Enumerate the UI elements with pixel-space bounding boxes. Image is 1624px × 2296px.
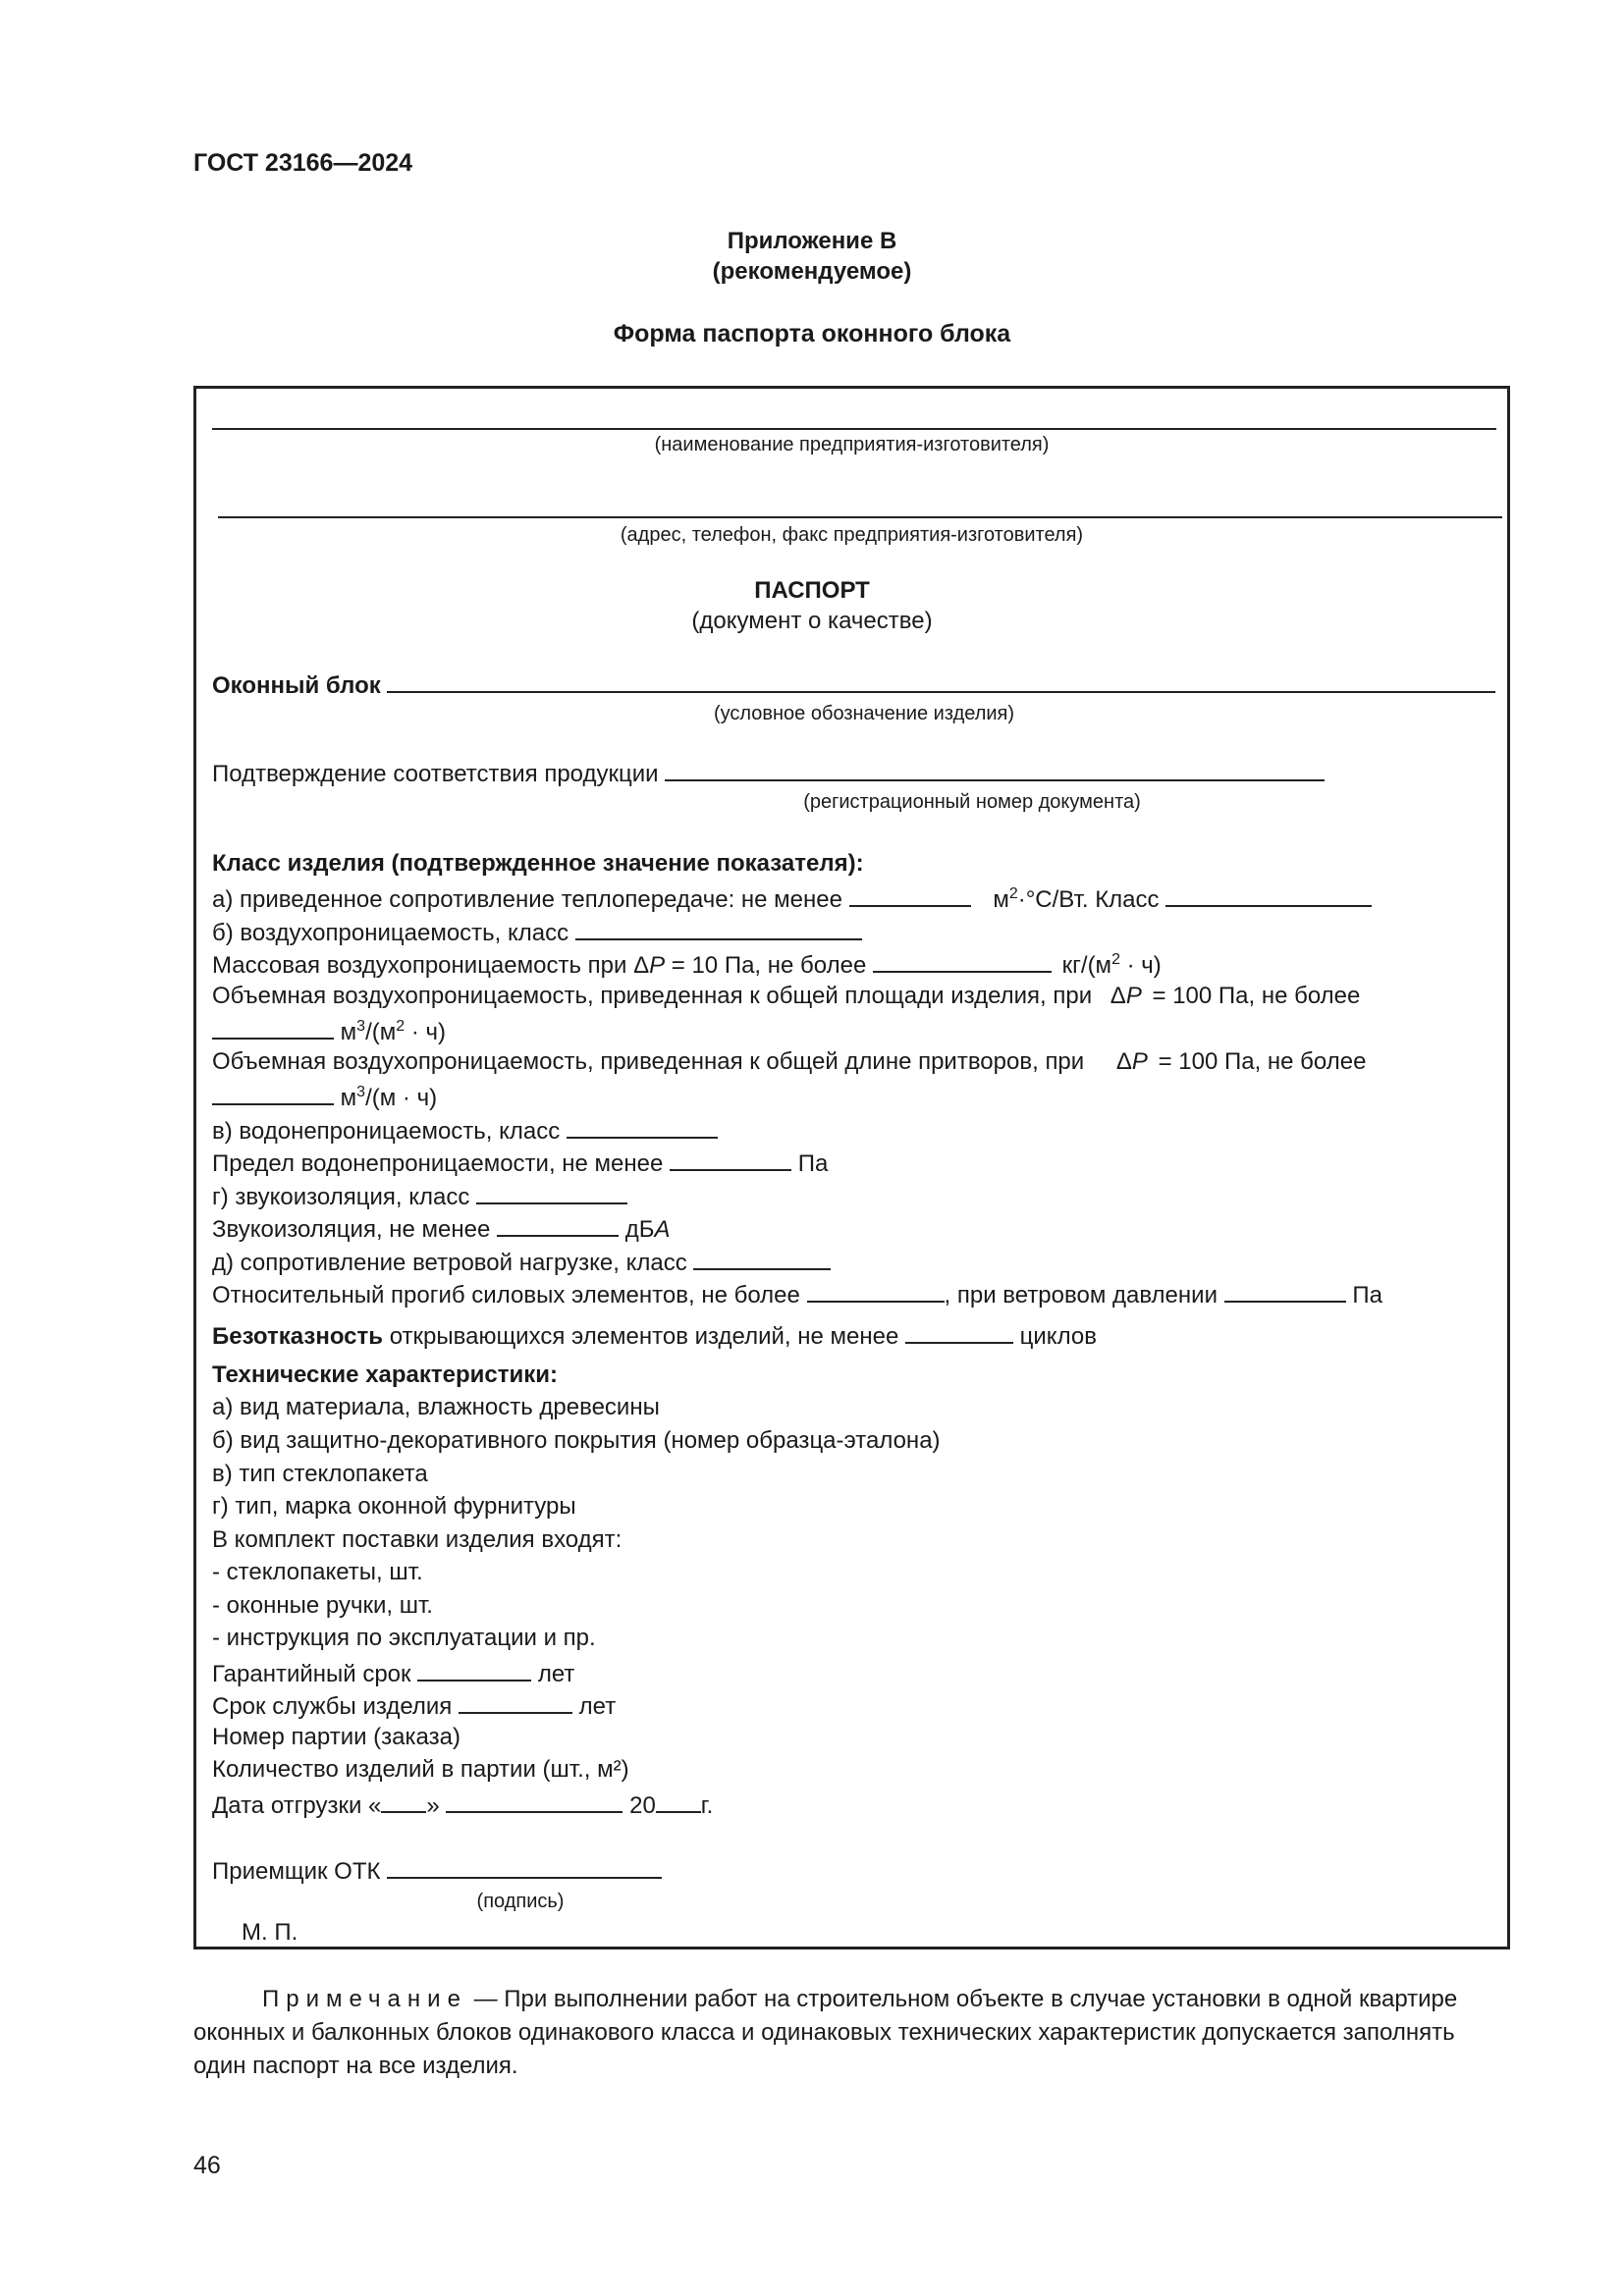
- wind-label: д) сопротивление ветровой нагрузке, класс: [212, 1250, 687, 1276]
- appendix-subtitle: (рекомендуемое): [712, 258, 912, 285]
- row-inspector: [212, 1855, 1504, 1886]
- tech-material: а) вид материала, влажность древесины: [212, 1394, 660, 1420]
- reliability-unit: циклов: [1019, 1323, 1097, 1350]
- p-symbol: P: [649, 952, 666, 979]
- class-heading: Класс изделия (подтвержденное значение показателя):: [212, 850, 864, 877]
- air-permeability-label: б) воздухопроницаемость, класс: [212, 920, 569, 946]
- thermal-unit-sup: 2: [1008, 885, 1018, 902]
- water-class-field[interactable]: [567, 1115, 718, 1139]
- deflection-label-a: Относительный прогиб силовых элементов, не более: [212, 1282, 800, 1308]
- service-life-field[interactable]: [459, 1690, 572, 1714]
- reliability-field[interactable]: [905, 1320, 1013, 1344]
- reliability-bold: Безотказность: [212, 1323, 384, 1350]
- water-limit-field[interactable]: [670, 1148, 791, 1171]
- warranty-unit: лет: [537, 1661, 575, 1687]
- tech-hardware: г) тип, марка оконной фурнитуры: [212, 1493, 576, 1520]
- thermal-resistance-label: а) приведенное сопротивление теплопередаче: не менее: [212, 886, 842, 913]
- deflection-label-b: , при ветровом давлении: [944, 1282, 1218, 1308]
- window-block-label: Оконный блок: [212, 672, 381, 699]
- vol-len-field[interactable]: [212, 1082, 334, 1105]
- vol-area-sup2: 2: [396, 1018, 406, 1035]
- conformity-caption: (регистрационный номер документа): [803, 791, 1141, 813]
- deflection-field[interactable]: [807, 1279, 945, 1303]
- warranty-label: Гарантийный срок: [212, 1661, 411, 1687]
- address-caption: (адрес, телефон, факс предприятия-изготовителя): [620, 524, 1084, 546]
- row-deflection: [212, 1279, 1504, 1309]
- vol-area-text: Объемная воздухопроницаемость, приведенная к общей площади изделия, при: [212, 983, 1093, 1009]
- ship-day-field[interactable]: [381, 1789, 426, 1813]
- row-ship-date: [212, 1789, 1504, 1820]
- manufacturer-caption: (наименование предприятия-изготовителя): [654, 434, 1050, 455]
- row-thermal-resistance: [212, 883, 1504, 914]
- water-limit-label: Предел водонепроницаемости, не менее: [212, 1150, 664, 1177]
- page-number: 46: [193, 2152, 221, 2179]
- note-label: Примечание: [262, 1986, 467, 2012]
- batch-quantity: Количество изделий в партии (шт., м²): [212, 1756, 629, 1783]
- air-permeability-class-field[interactable]: [575, 917, 862, 940]
- ship-year-field[interactable]: [656, 1789, 701, 1813]
- row-reliability: [212, 1320, 1504, 1351]
- appendix-title: Приложение В: [727, 228, 897, 254]
- mass-air-unit-b: · ч): [1119, 952, 1162, 979]
- delta-symbol: Δ: [633, 952, 650, 979]
- sound-class-label: г) звукоизоляция, класс: [212, 1184, 470, 1210]
- kit-item: - оконные ручки, шт.: [212, 1592, 433, 1619]
- passport-subtitle: (документ о качестве): [691, 608, 933, 634]
- batch-number: Номер партии (заказа): [212, 1724, 460, 1750]
- vol-area-field[interactable]: [212, 1016, 334, 1040]
- vol-area-delta: Δ: [1110, 983, 1126, 1009]
- vol-len-delta: Δ: [1115, 1048, 1132, 1075]
- tech-glass-unit: в) тип стеклопакета: [212, 1461, 428, 1487]
- vol-area-unit-c: · ч): [405, 1019, 446, 1045]
- form-title: Форма паспорта оконного блока: [613, 320, 1011, 347]
- kit-item: - инструкция по эксплуатации и пр.: [212, 1625, 596, 1651]
- vol-len-sup3: 3: [356, 1084, 366, 1100]
- window-block-caption: (условное обозначение изделия): [713, 703, 1015, 724]
- vol-len-unit-b: /(м · ч): [365, 1085, 438, 1111]
- wind-pressure-unit: Па: [1352, 1282, 1382, 1308]
- note-line-1: [193, 1983, 1510, 2016]
- row-water: [212, 1115, 1504, 1146]
- sound-min-field[interactable]: [497, 1213, 619, 1237]
- mass-air-label-a: Массовая воздухопроницаемость при: [212, 952, 634, 979]
- thermal-unit-m: м: [993, 886, 1009, 913]
- address-field[interactable]: [218, 516, 1502, 518]
- row-volume-length-1: [212, 1048, 1504, 1076]
- signature-caption: (подпись): [476, 1891, 565, 1912]
- conformity-label: Подтверждение соответствия продукции: [212, 761, 659, 787]
- passport-title: ПАСПОРТ: [754, 577, 870, 604]
- vol-area-unit-b: /(м: [365, 1019, 397, 1045]
- ship-year-suffix: г.: [700, 1792, 714, 1819]
- wind-class-field[interactable]: [693, 1247, 831, 1270]
- tech-heading: Технические характеристики:: [212, 1362, 559, 1388]
- window-block-row: [212, 669, 1504, 700]
- vol-len-text: Объемная воздухопроницаемость, приведенная к общей длине притворов, при: [212, 1048, 1085, 1075]
- warranty-field[interactable]: [417, 1658, 531, 1682]
- sound-min-label: Звукоизоляция, не менее: [212, 1216, 491, 1243]
- row-water-limit: [212, 1148, 1504, 1178]
- kit-item: - стеклопакеты, шт.: [212, 1559, 423, 1585]
- sound-class-field[interactable]: [476, 1181, 627, 1204]
- note-line-3: один паспорт на все изделия.: [193, 2053, 518, 2079]
- row-wind: [212, 1247, 1504, 1277]
- water-limit-unit: Па: [797, 1150, 829, 1177]
- row-service-life: [212, 1690, 1504, 1721]
- vol-area-sup3: 3: [356, 1018, 366, 1035]
- note-text-1: — При выполнении работ на строительном объекте в случае установки в одной квартире: [466, 1986, 1458, 2012]
- manufacturer-name-field[interactable]: [212, 428, 1496, 430]
- mass-air-unit-a: кг/(м: [1061, 952, 1112, 979]
- service-life-unit: лет: [578, 1693, 617, 1720]
- mass-air-field[interactable]: [873, 949, 1052, 973]
- reliability-rest: открывающихся элементов изделий, не менее: [383, 1323, 899, 1350]
- thermal-unit-rest: ·°С/Вт. Класс: [1017, 886, 1160, 913]
- vol-len-unit-m: м: [340, 1085, 357, 1111]
- ship-year-prefix: 20: [629, 1792, 656, 1819]
- row-sound-min: [212, 1213, 1504, 1244]
- service-life-label: Срок службы изделия: [212, 1693, 453, 1720]
- vol-len-p: P: [1131, 1048, 1148, 1075]
- row-volume-area-2: [212, 1016, 1504, 1046]
- ship-date-quote: »: [426, 1792, 440, 1819]
- conformity-row: [212, 758, 1504, 788]
- tech-coating: б) вид защитно-декоративного покрытия (номер образца-эталона): [212, 1427, 941, 1454]
- wind-pressure-field[interactable]: [1224, 1279, 1346, 1303]
- mass-air-label-b: = 10 Па, не более: [665, 952, 867, 979]
- row-volume-area-1: [212, 983, 1504, 1010]
- water-label: в) водонепроницаемость, класс: [212, 1118, 561, 1145]
- vol-area-p: P: [1125, 983, 1142, 1009]
- window-block-field[interactable]: [387, 669, 1495, 693]
- inspector-signature-field[interactable]: [387, 1855, 662, 1879]
- note-line-2: оконных и балконных блоков одинакового класса и одинаковых технических характеристик допускается заполнять: [193, 2019, 1455, 2046]
- seal-label: М. П.: [242, 1919, 298, 1946]
- row-air-permeability: [212, 917, 1504, 947]
- row-volume-length-2: [212, 1082, 1504, 1112]
- standard-header: ГОСТ 23166—2024: [193, 149, 413, 177]
- ship-date-label: Дата отгрузки «: [212, 1792, 382, 1819]
- sound-min-unit: дБ: [624, 1216, 655, 1243]
- ship-month-field[interactable]: [446, 1789, 623, 1813]
- row-sound-class: [212, 1181, 1504, 1211]
- thermal-class-field[interactable]: [1165, 883, 1372, 907]
- conformity-field[interactable]: [665, 758, 1325, 781]
- vol-len-tail: = 100 Па, не более: [1158, 1048, 1367, 1075]
- inspector-label: Приемщик ОТК: [212, 1858, 381, 1885]
- vol-area-unit-m: м: [340, 1019, 357, 1045]
- thermal-resistance-field[interactable]: [849, 883, 971, 907]
- kit-heading: В комплект поставки изделия входят:: [212, 1526, 623, 1553]
- mass-air-unit-sup: 2: [1111, 951, 1120, 968]
- sound-min-unit-a: А: [654, 1216, 671, 1243]
- row-mass-air: [212, 949, 1504, 980]
- vol-area-tail: = 100 Па, не более: [1152, 983, 1361, 1009]
- row-warranty: [212, 1658, 1504, 1688]
